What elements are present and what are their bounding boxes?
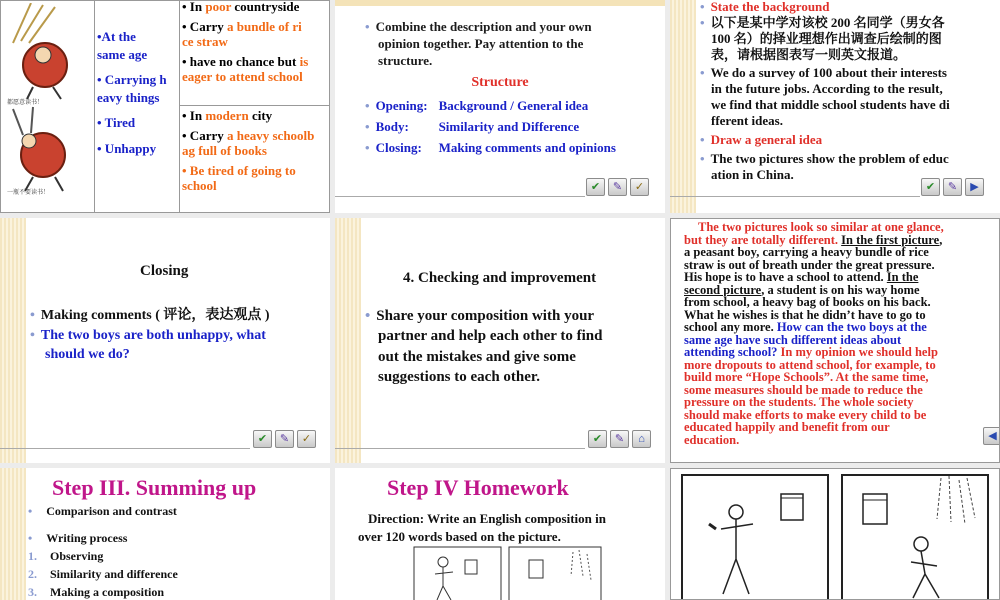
cartoon-top xyxy=(3,3,93,103)
pen-icon[interactable]: ✎ xyxy=(608,178,627,196)
summary-list: • Comparison and contrast • Writing process 1. Observing 2. Similarity and difference 3. Making a composition xyxy=(28,504,178,599)
back-icon[interactable]: ◀ xyxy=(983,427,1000,445)
boy1-description: • In poor countryside • Carry a bundle of ri ce straw • have no chance but is eager to attend school xyxy=(182,0,309,84)
structure-list: • Opening: Background / General idea • Body: Similarity and Difference • Closing: Making comments and opinions xyxy=(365,98,616,155)
next-icon[interactable]: ▶ xyxy=(965,178,984,196)
slide-5-thumbnail[interactable] xyxy=(335,218,665,463)
slide-7-thumbnail[interactable] xyxy=(0,468,330,600)
slide-side-stripe xyxy=(670,0,696,213)
homework-picture xyxy=(413,546,603,600)
boy2-description: • In modern city • Carry a heavy schoolb ag full of books • Be tired of going to school xyxy=(182,108,315,193)
background-list: • State the background • 以下是某中学对该校 200 名同学（男女各 100 名）的择业理想作出调查后绘制的图 表，请根据图表写一则英文报道。 • We do a survey of 100 about their interests in the future jobs. According to the result, we find that middle school students have di fferent ideas. • Draw a general idea • The two pictures show the problem of educ ation in China. xyxy=(700,0,950,182)
picture-panel-1 xyxy=(681,474,831,600)
slide-title: 4. Checking and improvement xyxy=(403,270,597,286)
slide-side-stripe xyxy=(0,468,26,600)
check-icon[interactable]: ✔ xyxy=(588,430,607,448)
slide-9-thumbnail[interactable] xyxy=(670,468,1000,600)
nav-icons xyxy=(588,430,651,448)
check-icon[interactable]: ✔ xyxy=(253,430,272,448)
slide-title: Step IV Homework xyxy=(387,475,569,500)
slide-3-thumbnail[interactable] xyxy=(670,0,1000,213)
slide-2-thumbnail[interactable] xyxy=(335,0,665,213)
pen-icon[interactable]: ✎ xyxy=(943,178,962,196)
slide-footer-line xyxy=(335,448,585,449)
divider-v2 xyxy=(179,1,180,212)
slide-top-bar xyxy=(335,0,665,6)
nav-icons xyxy=(586,178,649,196)
divider-v1 xyxy=(94,1,95,212)
cartoon-bottom xyxy=(3,105,93,195)
check-icon[interactable]: ✔ xyxy=(921,178,940,196)
divider-h1 xyxy=(179,105,329,106)
pen-icon[interactable]: ✎ xyxy=(275,430,294,448)
slide-title: Step III. Summing up xyxy=(52,475,257,500)
nav-icons xyxy=(921,178,984,196)
slide-4-thumbnail[interactable] xyxy=(0,218,330,463)
closing-list: • Making comments ( 评论，表达观点 ) • The two boys are both unhappy, what should we do? xyxy=(30,308,270,363)
slide-side-stripe xyxy=(0,218,26,463)
check-icon[interactable]: ✔ xyxy=(586,178,605,196)
slide-side-stripe xyxy=(335,218,361,463)
similarities-list: •At the same age • Carrying h eavy things • Tired • Unhappy xyxy=(97,29,167,156)
slide-8-thumbnail[interactable] xyxy=(335,468,665,600)
structure-intro: • Combine the description and your own opinion together. Pay attention to the structure. xyxy=(365,19,592,68)
slide-footer-line xyxy=(335,196,585,197)
cartoon-caption-2: 一瓶不要读书！ xyxy=(7,190,50,196)
slide-1-thumbnail[interactable] xyxy=(0,0,330,213)
structure-heading: Structure xyxy=(471,75,529,90)
picture-panel-2 xyxy=(841,474,991,600)
homework-direction: Direction: Write an English composition in over 120 words based on the picture. xyxy=(358,511,606,544)
check-pen-icon[interactable]: ✓ xyxy=(297,430,316,448)
slide-6-thumbnail[interactable] xyxy=(670,218,1000,463)
sample-composition: The two pictures look so similar at one glance, but they are totally different. In the first picture, a peasant boy, carrying a heavy bundle of rice straw is out of breath under the great pressure. His hope is to have a school to attend. In the second picture, a student is on his way home from school, a heavy bag of books on his back. What he wishes is that he didn’t have to go to school any more. How can the two boys at the same age have such different ideas about attending school? In my opinion we should help more dropouts to attend school, for example, to build more “Hope Schools”. At the same time, some measures should be made to reduce the pressure on the students. The whole society should make efforts to make every child to be educated happily and benefit from our education. xyxy=(684,220,944,447)
checking-list: • Share your composition with your partner and help each other to find out the mistakes and give some suggestions to each other. xyxy=(365,308,603,385)
pen-icon[interactable]: ✎ xyxy=(610,430,629,448)
slide-footer-line xyxy=(670,196,920,197)
slide-title: Closing xyxy=(140,263,189,279)
cartoon-caption-1: 都愿意读书！ xyxy=(7,100,44,106)
check-pen-icon[interactable]: ✓ xyxy=(630,178,649,196)
home-icon[interactable]: ⌂ xyxy=(632,430,651,448)
slide-footer-line xyxy=(0,448,250,449)
nav-icons xyxy=(253,430,316,448)
